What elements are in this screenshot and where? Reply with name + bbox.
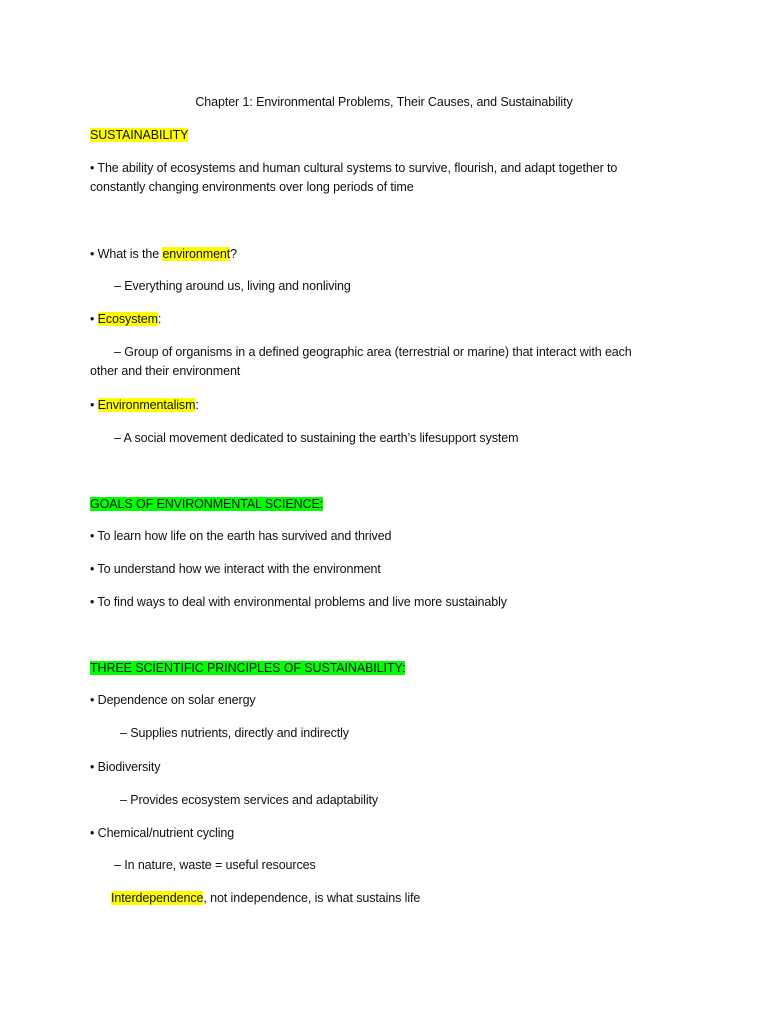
principle-detail: – In nature, waste = useful resources bbox=[114, 858, 316, 872]
environmentalism-term: Environmentalism bbox=[97, 398, 196, 412]
environment-term: environment bbox=[162, 247, 231, 261]
environment-question-suffix: ? bbox=[230, 247, 237, 261]
interdependence-rest: , not independence, is what sustains life bbox=[203, 891, 421, 905]
principle-detail: – Supplies nutrients, directly and indirectly bbox=[120, 726, 349, 740]
principles-heading bbox=[90, 659, 405, 678]
environmentalism-colon: : bbox=[195, 398, 199, 412]
ecosystem-bullet bbox=[90, 310, 161, 329]
environmentalism-definition: – A social movement dedicated to sustaining the earth’s lifesupport system bbox=[114, 431, 519, 445]
principle-item: • Dependence on solar energy bbox=[90, 693, 256, 707]
page-title: Chapter 1: Environmental Problems, Their Causes, and Sustainability bbox=[195, 95, 573, 109]
environment-question-prefix: • What is the bbox=[90, 247, 163, 261]
sustainability-definition-line-1: • The ability of ecosystems and human cultural systems to survive, flourish, and adapt together to bbox=[90, 161, 618, 175]
ecosystem-definition-line-1: – Group of organisms in a defined geographic area (terrestrial or marine) that interact with each bbox=[114, 345, 632, 359]
goal-item: • To understand how we interact with the environment bbox=[90, 562, 381, 576]
sustainability-heading-text: SUSTAINABILITY bbox=[90, 128, 189, 142]
goal-item: • To learn how life on the earth has survived and thrived bbox=[90, 529, 392, 543]
environmentalism-bullet-mark: • bbox=[90, 398, 98, 412]
interdependence-term: Interdependence bbox=[111, 891, 204, 905]
ecosystem-colon: : bbox=[157, 312, 162, 326]
principle-item: • Biodiversity bbox=[90, 760, 161, 774]
sustainability-definition-line-2: constantly changing environments over long periods of time bbox=[90, 180, 414, 194]
principle-item: • Chemical/nutrient cycling bbox=[90, 826, 235, 840]
principles-heading-text: THREE SCIENTIFIC PRINCIPLES OF SUSTAINABILITY: bbox=[90, 661, 406, 675]
ecosystem-term: Ecosystem bbox=[97, 312, 158, 326]
goal-item: • To find ways to deal with environmental problems and live more sustainably bbox=[90, 595, 507, 609]
ecosystem-bullet-mark: • bbox=[90, 312, 98, 326]
ecosystem-definition-line-2: other and their environment bbox=[90, 364, 241, 378]
environment-question bbox=[90, 245, 237, 264]
environmentalism-bullet bbox=[90, 396, 199, 415]
goals-heading bbox=[90, 495, 323, 514]
goals-heading-text: GOALS OF ENVIRONMENTAL SCIENCE: bbox=[90, 497, 324, 511]
interdependence-statement bbox=[111, 889, 420, 908]
principle-detail: – Provides ecosystem services and adaptability bbox=[120, 793, 379, 807]
environment-definition: – Everything around us, living and nonliving bbox=[114, 279, 351, 293]
sustainability-heading bbox=[90, 126, 188, 145]
